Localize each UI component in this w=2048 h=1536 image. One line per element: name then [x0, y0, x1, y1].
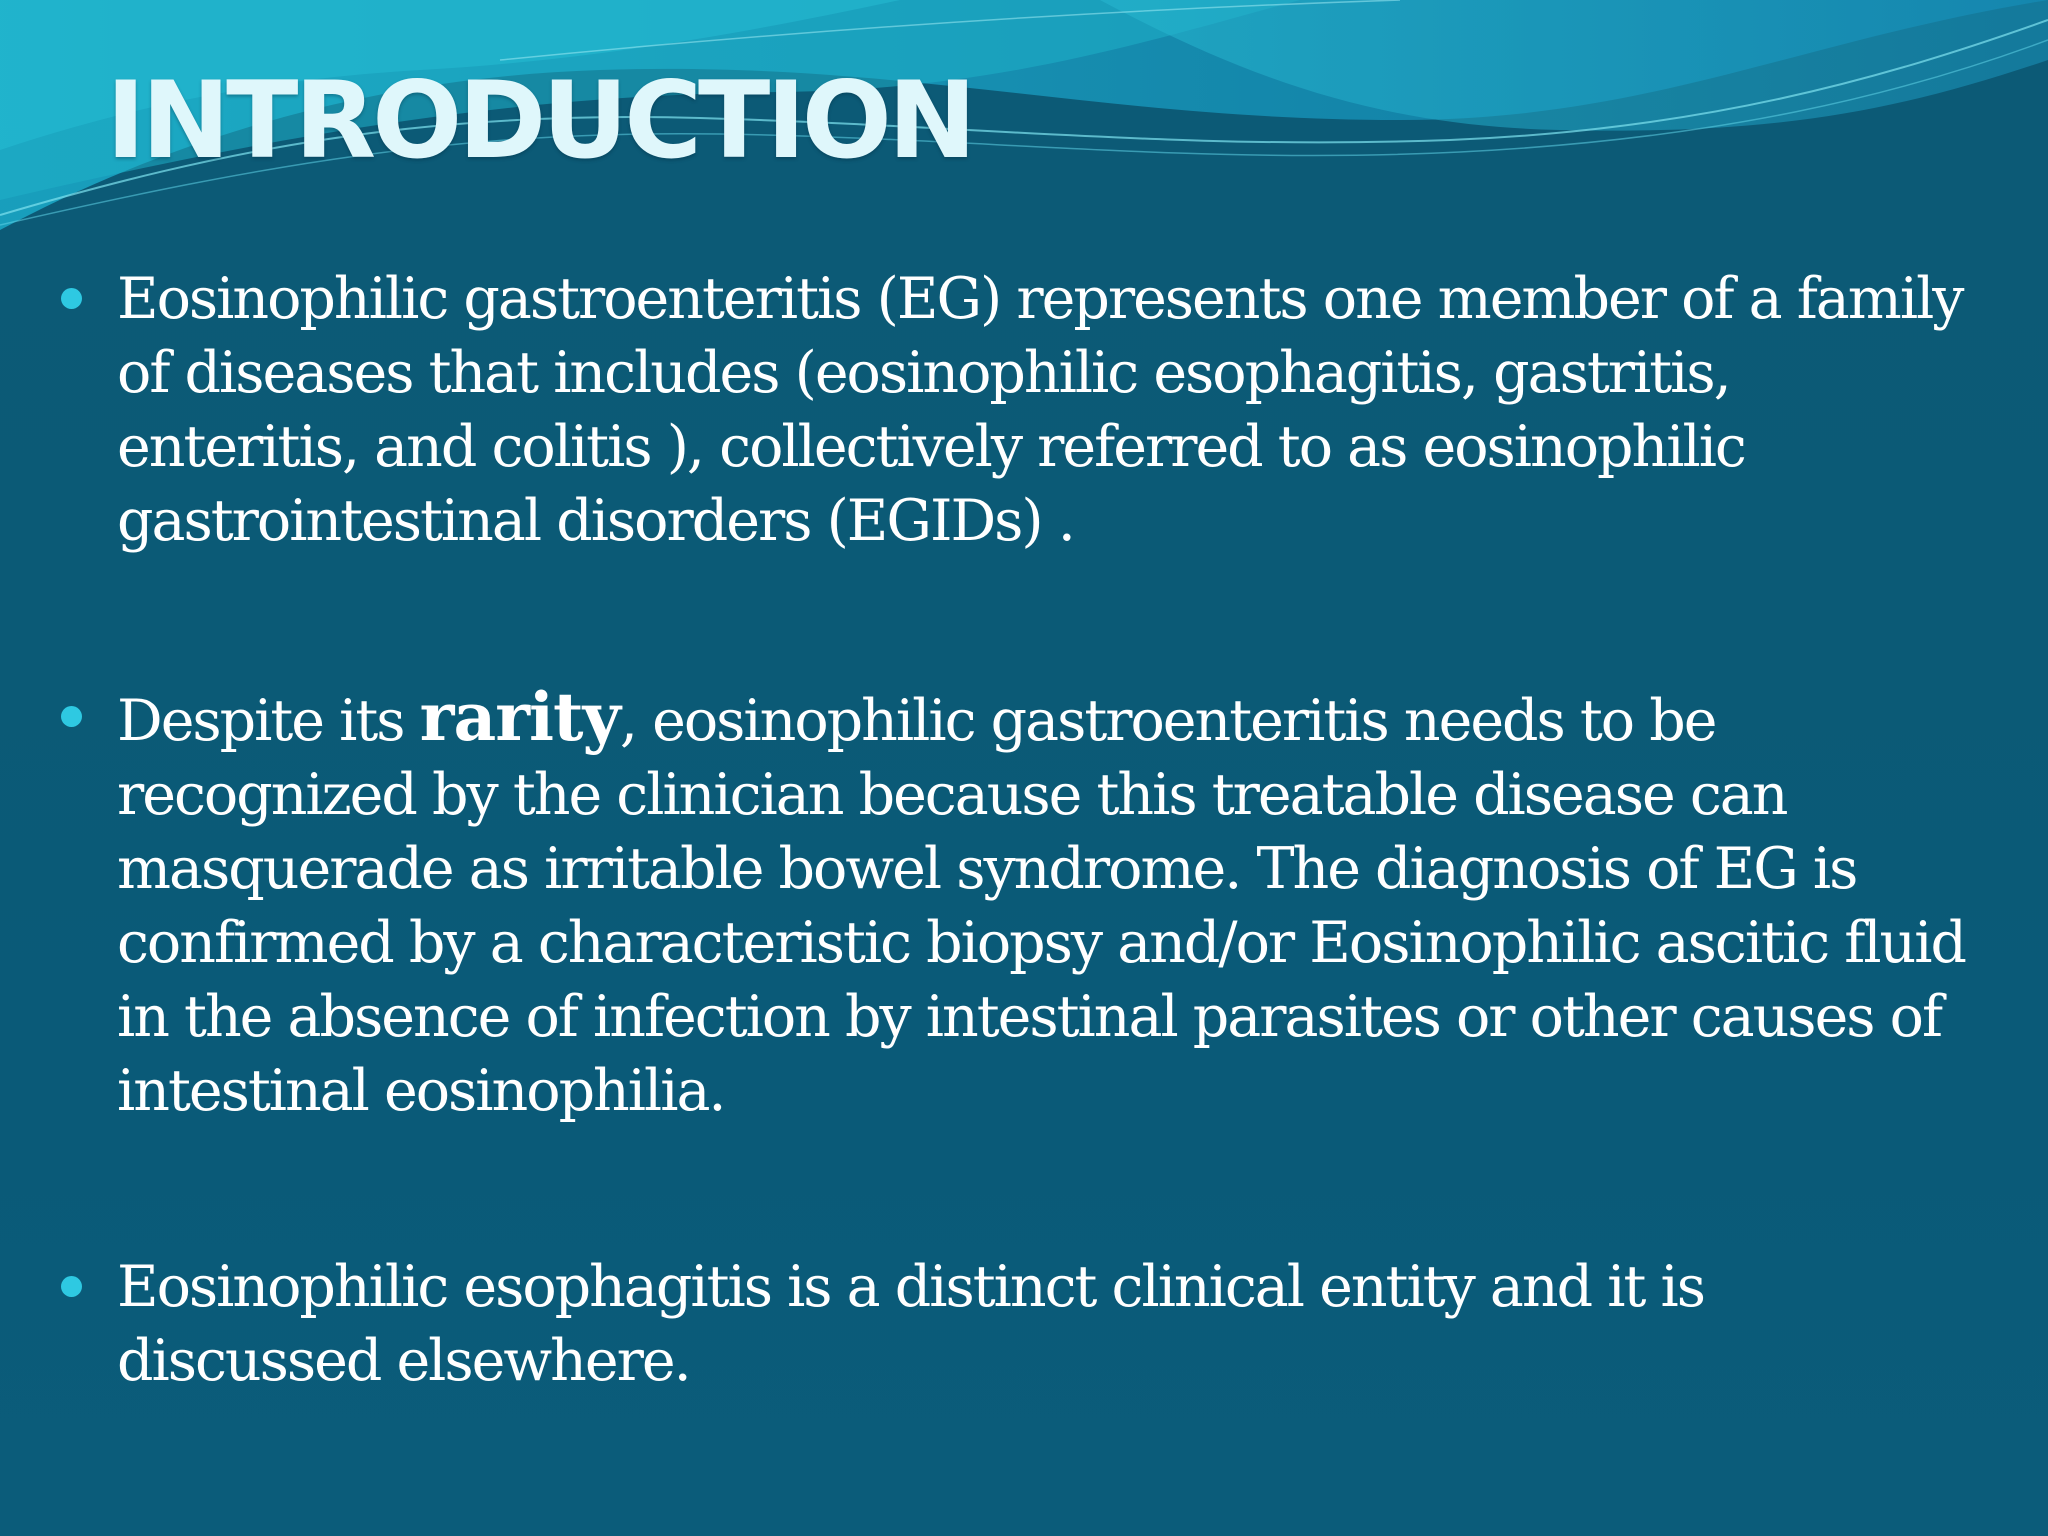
bullet-item-rarity	[60, 680, 1980, 1128]
bullet-dot-icon	[61, 288, 82, 309]
bullet-text: Eosinophilic esophagitis is a distinct clinical entity and it is discussed elsewhere.	[117, 1254, 1704, 1394]
bullet-item-esophagitis	[60, 1250, 1980, 1398]
bullet-text-lead: Despite its	[117, 688, 420, 754]
emphasized-word: rarity	[419, 678, 620, 756]
bullet-dot-icon	[61, 706, 82, 727]
slide-title: INTRODUCTION	[106, 59, 973, 182]
bullet-text: Eosinophilic gastroenteritis (EG) represents one member of a family of diseases that includes (eosinophilic esophagitis, gastritis, enteritis, and colitis ), collectively referred to as eosinophilic gastrointestinal disorders (EGIDs) .	[117, 266, 1963, 554]
bullet-dot-icon	[61, 1276, 82, 1297]
bullet-list	[60, 262, 1980, 1398]
bullet-text-rest: , eosinophilic gastroenteritis needs to be recognized by the clinician because this treatable disease can masquerade as irritable bowel syndrome. The diagnosis of EG is confirmed by a characteristic biopsy and/or Eosinophilic ascitic fluid in the absence of infection by intestinal parasites or other causes of intestinal eosinophilia.	[117, 688, 1965, 1124]
bullet-item-eg-definition	[60, 262, 1980, 558]
